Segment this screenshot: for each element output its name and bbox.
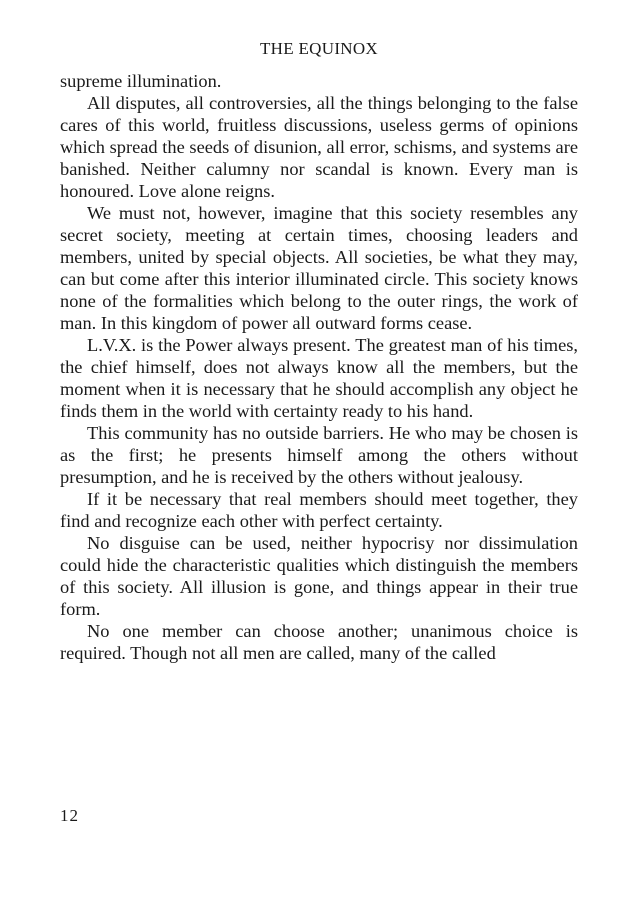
- paragraph-continued: supreme illumination.: [60, 71, 222, 91]
- paragraph: L.V.X. is the Power always present. The greatest man of his times, the chief himself, does not always know all the members, but the moment when it is necessary that he should accomplish any object he finds them in the world with certainty ready to his hand.: [60, 335, 578, 421]
- body-text: [60, 70, 578, 664]
- running-head: THE EQUINOX: [259, 39, 379, 58]
- page-number: 12: [60, 806, 79, 825]
- paragraph: All disputes, all controversies, all the things belonging to the false cares of this world, fruitless discussions, useless germs of opinions which spread the seeds of disunion, all error, schisms, and systems are banished. Neither calumny nor scandal is known. Every man is honoured. Love alone reigns.: [60, 93, 578, 201]
- paragraph: No one member can choose another; unanimous choice is required. Though not all men are called, many of the called: [60, 621, 578, 663]
- paragraph: If it be necessary that real members should meet together, they find and recognize each other with perfect certainty.: [60, 489, 578, 531]
- paragraph: No disguise can be used, neither hypocrisy nor dissimulation could hide the characteristic qualities which distinguish the members of this society. All illusion is gone, and things appear in their true form.: [60, 533, 578, 619]
- paragraph: We must not, however, imagine that this society resembles any secret society, meeting at certain times, choosing leaders and members, united by special objects. All societies, be what they may, can but come after this interior illuminated circle. This society knows none of the formalities which belong to the outer rings, the work of man. In this kingdom of power all outward forms cease.: [60, 203, 578, 333]
- paragraph: This community has no outside barriers. He who may be chosen is as the first; he presents himself among the others without presumption, and he is received by the others without jealousy.: [60, 423, 578, 487]
